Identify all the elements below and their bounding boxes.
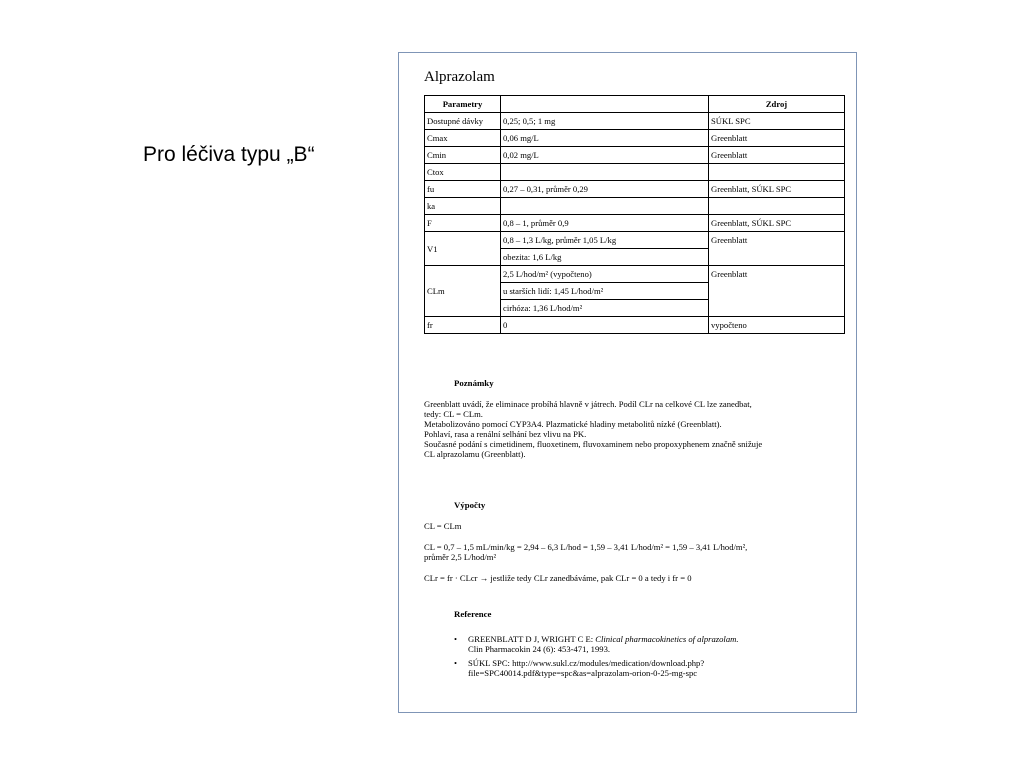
value-cell: 0,02 mg/L (501, 147, 709, 164)
table-row (425, 215, 845, 232)
bullet-icon: • (454, 658, 458, 668)
table-row (425, 232, 845, 249)
value-cell: obezita: 1,6 L/kg (501, 249, 709, 266)
value-cell: 0,25; 0,5; 1 mg (501, 113, 709, 130)
source-cell: Greenblatt (709, 232, 845, 266)
references-section (424, 609, 854, 682)
value-cell: cirhóza: 1,36 L/hod/m² (501, 300, 709, 317)
source-cell: SÚKL SPC (709, 113, 845, 130)
notes-heading: Poznámky (454, 378, 494, 388)
param-cell: Cmax (425, 130, 501, 147)
value-cell: 0,8 – 1,3 L/kg, průměr 1,05 L/kg (501, 232, 709, 249)
notes-line: Současné podání s cimetidinem, fluoxetinem, fluvoxaminem nebo propoxyphenem značně snižuje (424, 439, 763, 449)
source-cell (709, 164, 845, 181)
param-cell: fu (425, 181, 501, 198)
table-row (425, 113, 845, 130)
notes-section (424, 378, 854, 459)
ref-authors: GREENBLATT D J, WRIGHT C E: (468, 634, 596, 644)
notes-line: Pohlaví, rasa a renální selhání bez vlivu na PK. (424, 429, 587, 439)
param-cell: F (425, 215, 501, 232)
document-title: Alprazolam (424, 69, 495, 85)
value-cell (501, 198, 709, 215)
notes-line: Greenblatt uvádí, že eliminace probíhá hlavně v játrech. Podíl CLr na celkové CL lze zanedbat, (424, 399, 752, 409)
value-cell: 2,5 L/hod/m² (vypočteno) (501, 266, 709, 283)
notes-line: CL alprazolamu (Greenblatt). (424, 449, 526, 459)
param-cell: Dostupné dávky (425, 113, 501, 130)
source-cell: Greenblatt, SÚKL SPC (709, 181, 845, 198)
source-cell: Greenblatt (709, 147, 845, 164)
table-row (425, 147, 845, 164)
table-row (425, 266, 845, 283)
value-cell: 0 (501, 317, 709, 334)
calc-equation: CLr = fr · CLcr → jestliže tedy CLr zanedbáváme, pak CLr = 0 a tedy i fr = 0 (424, 573, 692, 583)
calculations-section (424, 500, 854, 583)
document-page (398, 52, 857, 713)
calc-equation: průměr 2,5 L/hod/m² (424, 552, 497, 562)
header-value (501, 96, 709, 113)
references-list (424, 634, 854, 678)
ref-journal: Clin Pharmacokin 24 (6): 453-471, 1993. (468, 644, 611, 654)
source-cell (709, 198, 845, 215)
header-parametry: Parametry (425, 96, 501, 113)
header-zdroj: Zdroj (709, 96, 845, 113)
table-row (425, 181, 845, 198)
value-cell: 0,06 mg/L (501, 130, 709, 147)
calc-equation: CL = 0,7 – 1,5 mL/min/kg = 2,94 – 6,3 L/hod = 1,59 – 3,41 L/hod/m² = 1,59 – 3,41 L/hod/m², (424, 542, 748, 552)
references-heading: Reference (454, 609, 492, 619)
ref-link: SÚKL SPC: http://www.sukl.cz/modules/medication/download.php? (468, 658, 705, 668)
list-item (454, 634, 854, 654)
calc-equation: CL = CLm (424, 521, 462, 531)
value-cell: 0,27 – 0,31, průměr 0,29 (501, 181, 709, 198)
param-cell: fr (425, 317, 501, 334)
ref-link: file=SPC40014.pdf&type=spc&as=alprazolam-orion-0-25-mg-spc (468, 668, 698, 678)
table-row (425, 317, 845, 334)
source-cell: vypočteno (709, 317, 845, 334)
table-row (425, 130, 845, 147)
value-cell: u starších lidí: 1,45 L/hod/m² (501, 283, 709, 300)
document-content (424, 69, 846, 678)
list-item (454, 658, 854, 678)
param-cell: V1 (425, 232, 501, 266)
slide-title: Pro léčiva typu „B“ (143, 143, 315, 166)
notes-line: Metabolizováno pomocí CYP3A4. Plazmatické hladiny metabolitů nízké (Greenblatt). (424, 419, 722, 429)
value-cell: 0,8 – 1, průměr 0,9 (501, 215, 709, 232)
ref-title: Clinical pharmacokinetics of alprazolam. (595, 634, 739, 644)
bullet-icon: • (454, 634, 458, 644)
notes-line: tedy: CL = CLm. (424, 409, 483, 419)
source-cell: Greenblatt (709, 266, 845, 317)
table-row (425, 198, 845, 215)
param-cell: Cmin (425, 147, 501, 164)
param-cell: ka (425, 198, 501, 215)
table-row (425, 164, 845, 181)
parameters-table (424, 95, 845, 334)
source-cell: Greenblatt (709, 130, 845, 147)
value-cell (501, 164, 709, 181)
table-header-row (425, 96, 845, 113)
param-cell: CLm (425, 266, 501, 317)
source-cell: Greenblatt, SÚKL SPC (709, 215, 845, 232)
param-cell: Ctox (425, 164, 501, 181)
calculations-heading: Výpočty (454, 500, 486, 510)
